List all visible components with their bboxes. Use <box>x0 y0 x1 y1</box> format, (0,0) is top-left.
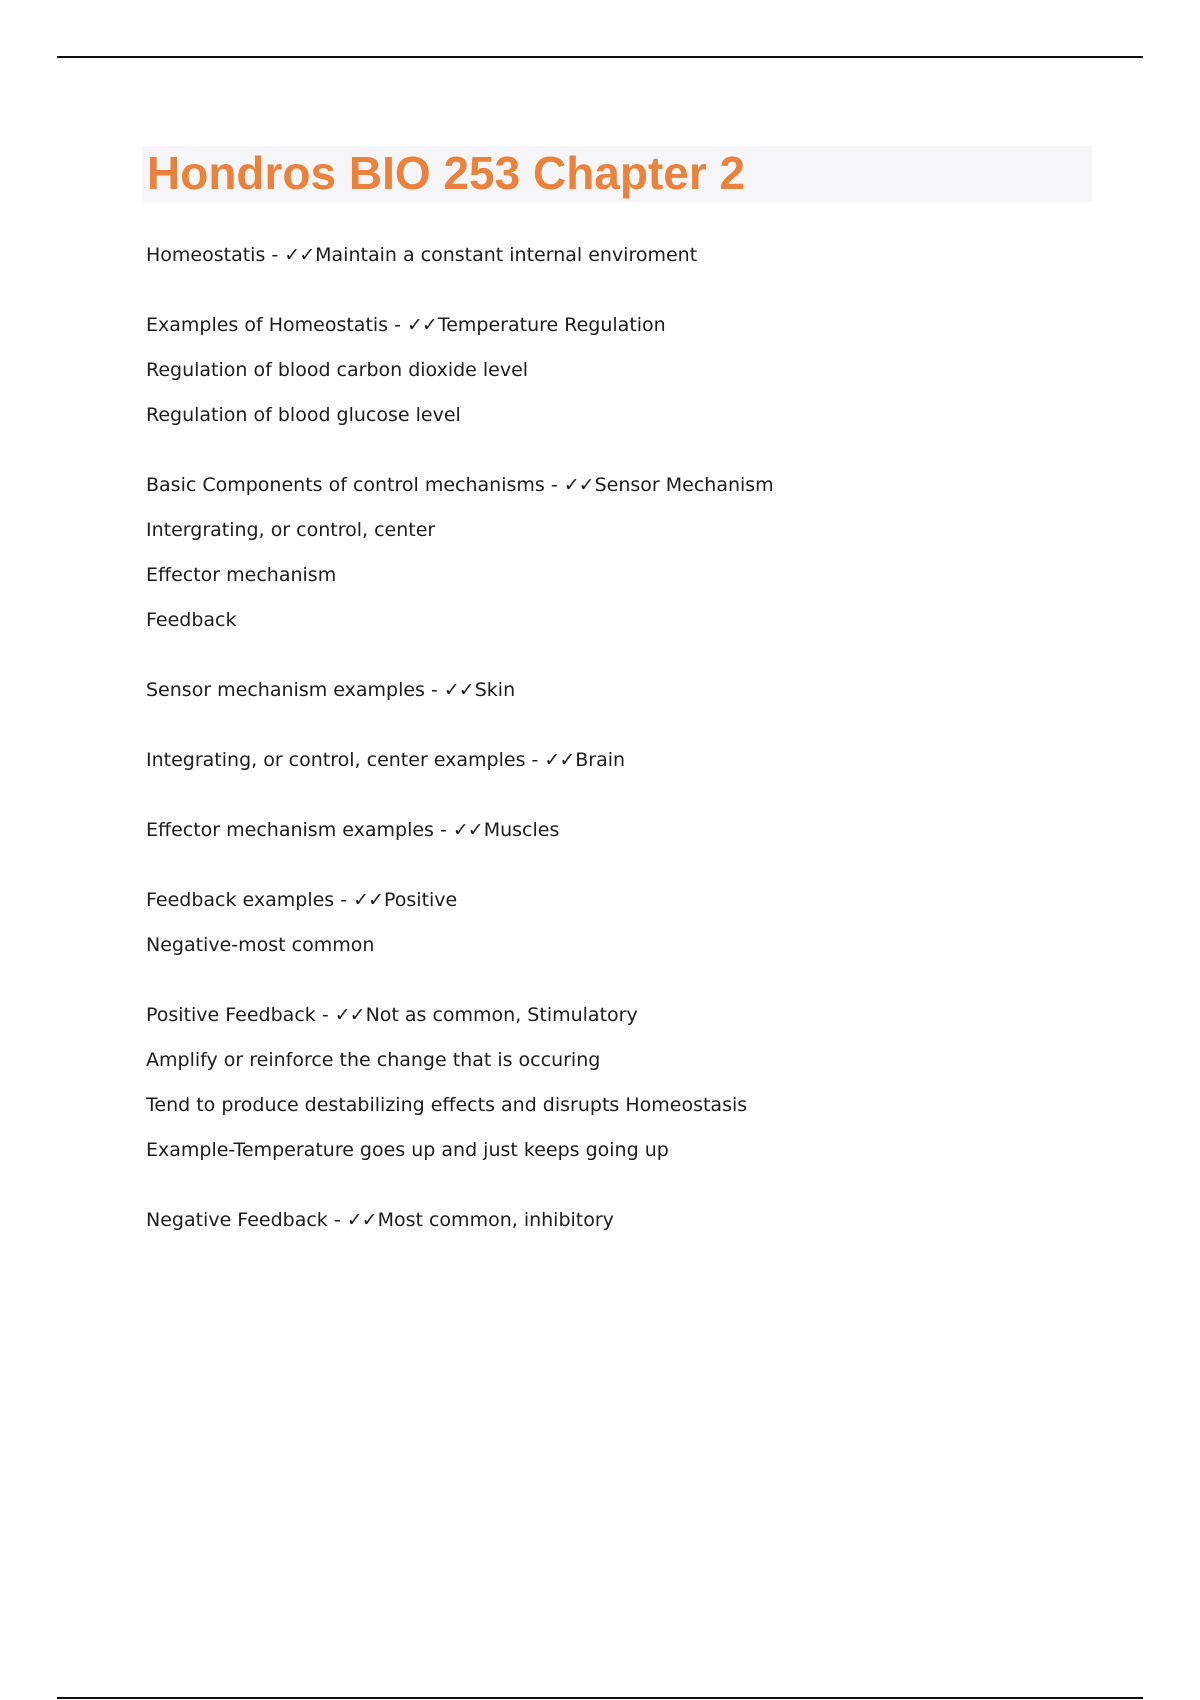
double-check-icon: ✓✓ <box>334 1004 365 1026</box>
entry-question-line <box>146 314 1106 336</box>
double-check-icon: ✓✓ <box>346 1209 377 1231</box>
answer: Maintain a constant internal enviroment <box>315 244 698 266</box>
term: Examples of Homeostatis <box>146 314 389 336</box>
double-check-icon: ✓✓ <box>544 749 575 771</box>
term: Integrating, or control, center examples <box>146 749 526 771</box>
answer-continuation: Regulation of blood carbon dioxide level <box>146 359 529 381</box>
separator: - <box>544 474 564 496</box>
bottom-rule <box>57 1697 1143 1699</box>
separator: - <box>388 314 408 336</box>
separator: - <box>424 679 444 701</box>
answer: Temperature Regulation <box>437 314 666 336</box>
term: Feedback examples <box>146 889 335 911</box>
entry-examples-of-homeostatis <box>146 314 1106 426</box>
answer-continuation: Negative-most common <box>146 934 375 956</box>
entry-effector-mechanism-examples <box>146 819 1106 841</box>
term: Effector mechanism examples <box>146 819 434 841</box>
entry-question-line <box>146 244 1106 266</box>
answer-continuation: Intergrating, or control, center <box>146 519 436 541</box>
entry-question-line <box>146 679 1106 701</box>
answer: Positive <box>383 889 458 911</box>
term: Negative Feedback <box>146 1209 328 1231</box>
entry-question-line <box>146 1004 1106 1026</box>
entry-homeostatis <box>146 244 1106 266</box>
answer: Most common, inhibitory <box>377 1209 614 1231</box>
entry-basic-components <box>146 474 1106 631</box>
entry-question-line <box>146 474 1106 496</box>
answer-continuation: Tend to produce destabilizing effects and disrupts Homeostasis <box>146 1094 748 1116</box>
entry-question-line <box>146 889 1106 911</box>
answer: Not as common, Stimulatory <box>365 1004 638 1026</box>
term: Sensor mechanism examples <box>146 679 425 701</box>
separator: - <box>315 1004 335 1026</box>
separator: - <box>525 749 545 771</box>
top-rule <box>57 56 1143 58</box>
entry-feedback-examples <box>146 889 1106 956</box>
answer-continuation: Amplify or reinforce the change that is occuring <box>146 1049 601 1071</box>
entry-positive-feedback <box>146 1004 1106 1161</box>
answer-continuation: Effector mechanism <box>146 564 337 586</box>
entry-question-line <box>146 819 1106 841</box>
answer: Brain <box>575 749 626 771</box>
term: Positive Feedback <box>146 1004 316 1026</box>
double-check-icon: ✓✓ <box>407 314 437 336</box>
double-check-icon: ✓✓ <box>563 474 594 496</box>
flashcard-list <box>146 244 1106 1279</box>
separator: - <box>265 244 285 266</box>
term: Homeostatis <box>146 244 266 266</box>
double-check-icon: ✓✓ <box>353 889 383 911</box>
term: Basic Components of control mechanisms <box>146 474 545 496</box>
answer-continuation: Example-Temperature goes up and just keeps going up <box>146 1139 669 1161</box>
entry-question-line <box>146 1209 1106 1231</box>
entry-integrating-center-examples <box>146 749 1106 771</box>
double-check-icon: ✓✓ <box>284 244 315 266</box>
answer: Sensor Mechanism <box>594 474 774 496</box>
double-check-icon: ✓✓ <box>443 679 474 701</box>
answer: Skin <box>474 679 516 701</box>
entry-sensor-mechanism-examples <box>146 679 1106 701</box>
separator: - <box>327 1209 347 1231</box>
answer: Muscles <box>483 819 560 841</box>
double-check-icon: ✓✓ <box>452 819 483 841</box>
separator: - <box>433 819 453 841</box>
answer-continuation: Regulation of blood glucose level <box>146 404 461 426</box>
separator: - <box>334 889 354 911</box>
page-title: Hondros BIO 253 Chapter 2 <box>147 147 746 199</box>
answer-continuation: Feedback <box>146 609 237 631</box>
entry-question-line <box>146 749 1106 771</box>
entry-negative-feedback <box>146 1209 1106 1231</box>
